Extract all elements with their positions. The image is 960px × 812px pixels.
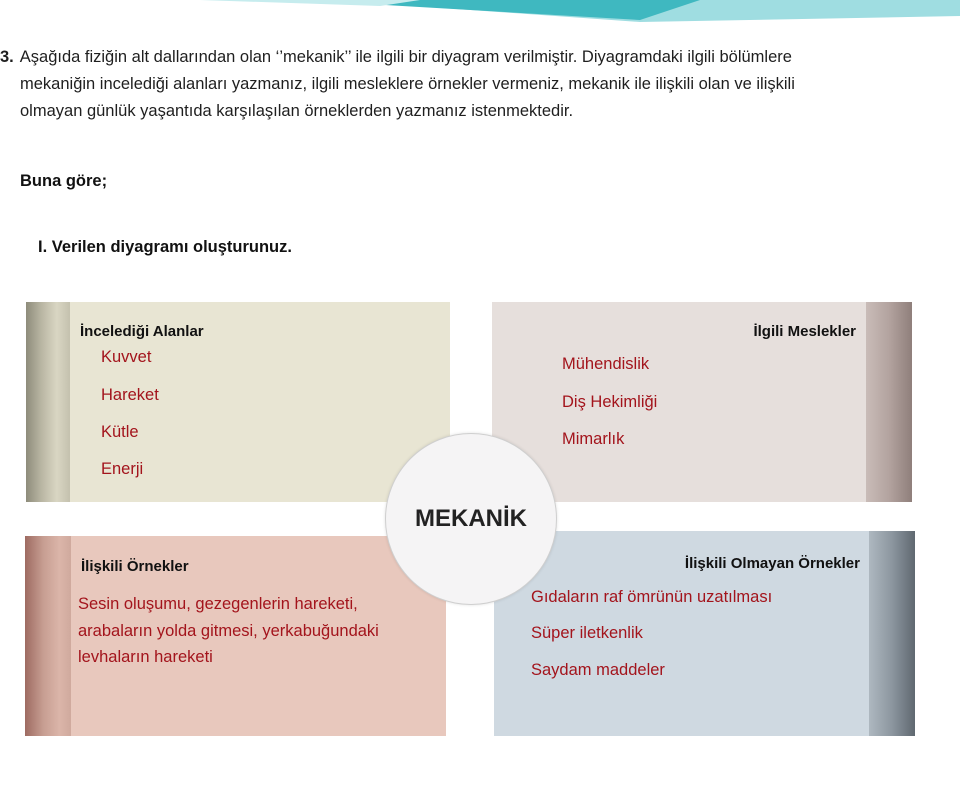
center-circle bbox=[385, 433, 557, 605]
panel-title: İlişkili Olmayan Örnekler bbox=[684, 555, 860, 572]
list-item: Mühendislik bbox=[562, 355, 650, 373]
header-decoration bbox=[0, 0, 960, 30]
question-line-1: 3. Aşağıda fiziğin alt dallarından olan ‘’mekanik’’ ile ilgili bir diyagram verilmiştir. Diyagramdaki ilgili bölümlere bbox=[0, 48, 792, 66]
task-instruction: I. Verilen diyagramı oluşturunuz. bbox=[38, 238, 292, 256]
question-text bbox=[0, 44, 930, 125]
list-item: Saydam maddeler bbox=[531, 661, 665, 679]
scroll-roll-right bbox=[869, 531, 915, 736]
panel-ilgili-meslekler bbox=[492, 302, 912, 502]
question-number: 3. bbox=[0, 48, 14, 66]
center-label: MEKANİK bbox=[415, 505, 527, 532]
question-line-3: olmayan günlük yaşantıda karşılaşılan örneklerden yazmanız istenmektedir. bbox=[20, 102, 574, 120]
scroll-roll-left bbox=[26, 302, 70, 502]
list-item: Kuvvet bbox=[101, 348, 152, 366]
panel-incelendigi-alanlar bbox=[26, 302, 450, 502]
scroll-roll-right bbox=[866, 302, 912, 502]
example-line: arabaların yolda gitmesi, yerkabuğundaki bbox=[78, 621, 379, 640]
buna-gore-label: Buna göre; bbox=[20, 172, 108, 190]
list-item: Kütle bbox=[101, 423, 139, 441]
panel-title: İncelediği Alanlar bbox=[80, 323, 204, 340]
panel-title: İlgili Meslekler bbox=[753, 323, 856, 340]
scroll-roll-left bbox=[25, 536, 71, 736]
example-text bbox=[78, 591, 379, 671]
list-item: Hareket bbox=[101, 386, 159, 404]
question-line-2: mekaniğin incelediği alanları yazmanız, ilgili mesleklere örnekler vermeniz, mekanik ile ilişkili olan ve ilişkili bbox=[20, 75, 795, 93]
list-item: Diş Hekimliği bbox=[562, 393, 658, 411]
panel-iliskili-ornekler bbox=[25, 536, 446, 736]
panel-title: İlişkili Örnekler bbox=[81, 558, 189, 575]
list-item: Süper iletkenlik bbox=[531, 624, 643, 642]
example-line: Sesin oluşumu, gezegenlerin hareketi, bbox=[78, 595, 358, 613]
list-item: Mimarlık bbox=[562, 430, 625, 448]
list-item: Enerji bbox=[101, 460, 144, 478]
panel-iliskili-olmayan-ornekler bbox=[494, 531, 915, 736]
list-item: Gıdaların raf ömrünün uzatılması bbox=[531, 588, 773, 606]
example-line: levhaların hareketi bbox=[78, 648, 213, 666]
